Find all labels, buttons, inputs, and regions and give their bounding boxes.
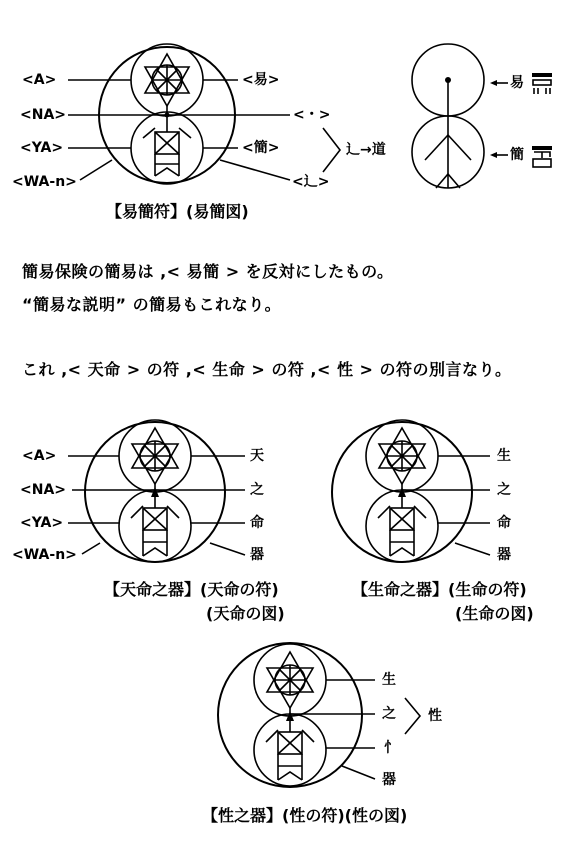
t-label-na: <NA>: [20, 482, 67, 498]
sei-label-utsuwa: 器: [382, 772, 396, 788]
label-eki: <易>: [242, 72, 280, 88]
sei-label-sei: 生: [382, 672, 396, 688]
label-kan: <簡>: [242, 140, 280, 156]
text-line-1: 簡易保険の簡易は ,< 易簡 > を反対にしたもの。: [22, 262, 394, 281]
caption-yikan: 【易簡符】(易簡図): [106, 202, 249, 221]
caption-sei: 【性之器】(性の符)(性の図): [202, 806, 408, 825]
label-wa-n: <WA-n>: [12, 174, 77, 190]
t-label-ten: 天: [250, 448, 264, 464]
label-shinnyou: <辶>: [292, 174, 330, 190]
label-a: <A>: [22, 72, 57, 88]
t-label-a: <A>: [22, 448, 57, 464]
s-label-utsuwa: 器: [497, 547, 511, 563]
sei-bracket-label: 性: [428, 708, 442, 724]
text-line-3: これ ,< 天命 > の符 ,< 生命 > の符 ,< 性 > の符の別言なり。: [22, 360, 512, 379]
caption-seimei-1: 【生命之器】(生命の符): [352, 580, 527, 599]
sei-label-no: 之: [382, 706, 396, 722]
t-label-ya: <YA>: [20, 515, 64, 531]
label-dot: <・>: [293, 107, 331, 123]
label-right-kan: 簡: [510, 147, 524, 163]
caption-tenmei-2: (天命の図): [206, 604, 285, 623]
s-label-mei: 命: [497, 515, 511, 531]
label-ya: <YA>: [20, 140, 64, 156]
text-line-2: “簡易な説明” の簡易もこれなり。: [22, 295, 282, 314]
t-label-mei: 命: [250, 515, 264, 531]
s-label-sei: 生: [497, 448, 511, 464]
sei-label-risshinben: 忄: [384, 740, 398, 756]
caption-tenmei-1: 【天命之器】(天命の符): [104, 580, 279, 599]
label-na: <NA>: [20, 107, 67, 123]
t-label-wa-n: <WA-n>: [12, 547, 77, 563]
caption-seimei-2: (生命の図): [455, 604, 534, 623]
s-label-no: 之: [497, 482, 511, 498]
t-label-utsuwa: 器: [250, 547, 264, 563]
label-right-eki: 易: [510, 75, 524, 91]
label-merge-michi: 辶→道: [346, 142, 386, 158]
t-label-no: 之: [250, 482, 264, 498]
